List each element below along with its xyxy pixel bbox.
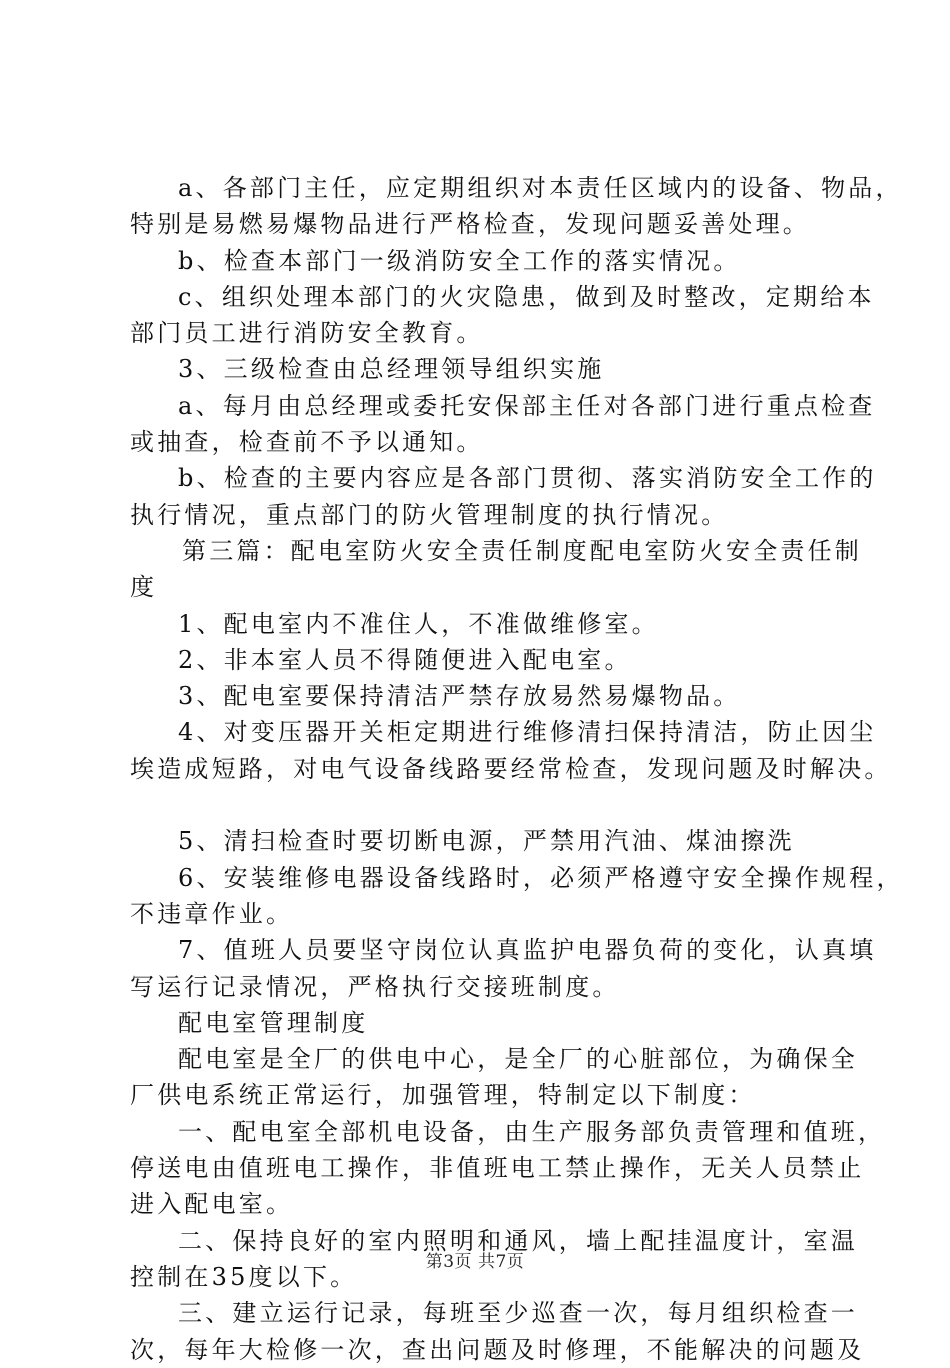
text-line: c、组织处理本部门的火灾隐患，做到及时整改，定期给本	[178, 282, 875, 311]
blank-line	[130, 787, 850, 823]
text-line: 进入配电室。	[130, 1190, 294, 1219]
text-line: 埃造成短路，对电气设备线路要经常检查，发现问题及时解决。	[130, 754, 892, 783]
text-line: 厂供电系统正常运行，加强管理，特制定以下制度：	[130, 1081, 756, 1110]
text-line: 或抽查，检查前不予以通知。	[130, 428, 484, 457]
text-line: b、检查本部门一级消防安全工作的落实情况。	[178, 246, 741, 275]
text-line: 6、安装维修电器设备线路时，必须严格遵守安全操作规程，	[178, 863, 904, 892]
document-body	[130, 170, 904, 1368]
text-line: a、每月由总经理或委托安保部主任对各部门进行重点检查	[178, 391, 876, 420]
text-line: 二、保持良好的室内照明和通风，墙上配挂温度计，室温	[178, 1226, 858, 1255]
text-line: 特别是易燃易爆物品进行严格检查，发现问题妥善处理。	[130, 210, 810, 239]
text-line: 一、配电室全部机电设备，由生产服务部负责管理和值班，	[178, 1117, 886, 1146]
text-line: 写运行记录情况，严格执行交接班制度。	[130, 972, 620, 1001]
text-line: 2、非本室人员不得随便进入配电室。	[178, 645, 632, 674]
text-line: 3、配电室要保持清洁严禁存放易然易爆物品。	[178, 682, 741, 711]
text-line: 三、建立运行记录，每班至少巡查一次，每月组织检查一	[178, 1299, 858, 1328]
text-line: 部门员工进行消防安全教育。	[130, 319, 484, 348]
text-line: a、各部门主任，应定期组织对本责任区域内的设备、物品，	[178, 174, 903, 202]
text-line: b、检查的主要内容应是各部门贯彻、落实消防安全工作的	[178, 464, 877, 493]
section-heading-continued: 度	[130, 573, 158, 602]
subsection-title: 配电室管理制度	[178, 1008, 369, 1037]
text-line: 次，每年大检修一次，查出问题及时修理，不能解决的问题及	[130, 1335, 865, 1364]
text-line: 停送电由值班电工操作，非值班电工禁止操作，无关人员禁止	[130, 1154, 865, 1183]
text-line: 3、三级检查由总经理领导组织实施	[178, 355, 605, 384]
section-heading: 第三篇：配电室防火安全责任制度配电室防火安全责任制	[182, 536, 862, 565]
text-line: 配电室是全厂的供电中心，是全厂的心脏部位，为确保全	[178, 1045, 858, 1074]
text-line: 5、清扫检查时要切断电源，严禁用汽油、煤油擦洗	[178, 827, 795, 856]
text-line: 不违章作业。	[130, 899, 294, 928]
text-line: 7、值班人员要坚守岗位认真监护电器负荷的变化，认真填	[178, 936, 877, 965]
text-line: 1、配电室内不准住人，不准做维修室。	[178, 609, 659, 638]
page-number: 第3页 共7页	[425, 1252, 525, 1272]
text-line: 4、对变压器开关柜定期进行维修清扫保持清洁，防止因尘	[178, 718, 877, 747]
text-line: 控制在35度以下。	[130, 1262, 358, 1291]
text-line: 执行情况，重点部门的防火管理制度的执行情况。	[130, 500, 729, 529]
